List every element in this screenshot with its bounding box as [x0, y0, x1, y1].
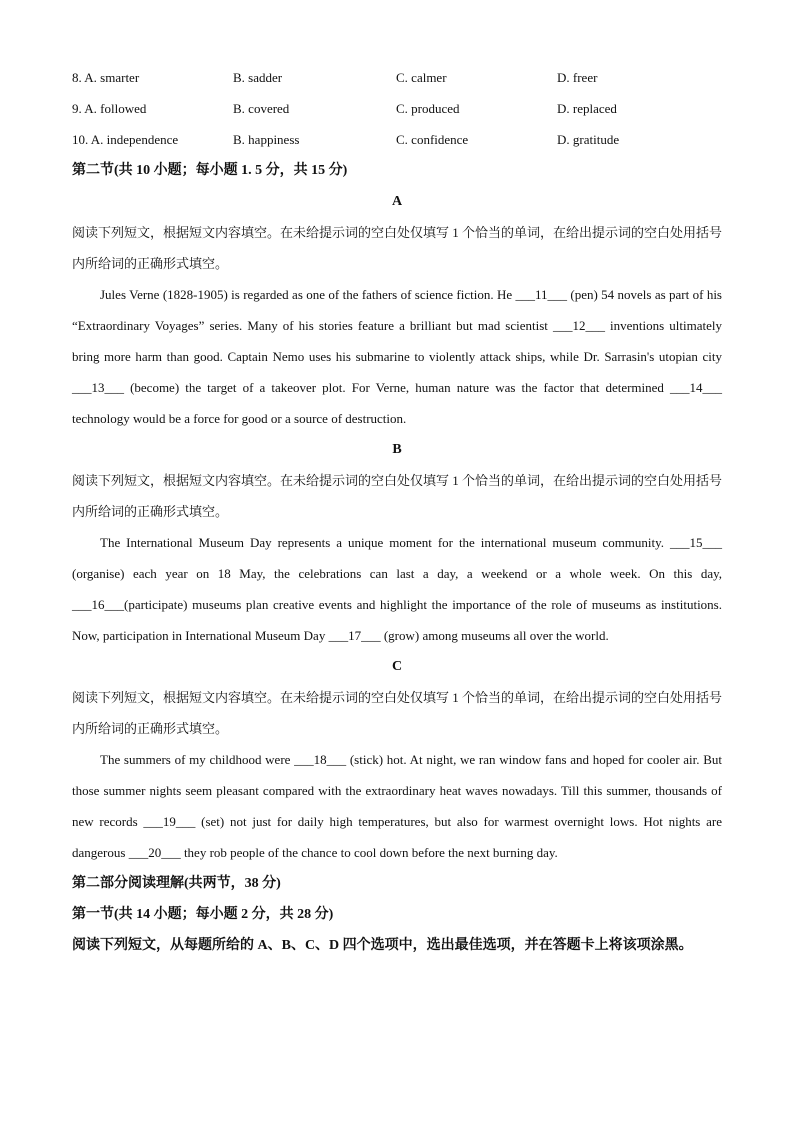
passage-c-text-1: The summers of my childhood were	[100, 752, 295, 767]
passage-a-text-3: inventions ultimately bring more harm than good. Captain Nemo uses his submarine to violently attack ships, while Dr. Sarrasin's utopian city	[72, 318, 722, 364]
blank-13[interactable]: ___13___	[72, 380, 124, 395]
passage-a-text-2: (pen) 54 novels as part of his “Extraordinary Voyages” series. Many of his stories feature a brilliant but mad scientist	[72, 287, 722, 333]
option-8d[interactable]: D. freer	[557, 69, 598, 85]
blank-16[interactable]: ___16___	[72, 597, 124, 612]
passage-a	[72, 279, 722, 434]
passage-a-text-5: technology would be a force for good or a source of destruction.	[72, 411, 407, 426]
passage-b	[72, 527, 722, 651]
option-8b[interactable]: B. sadder	[233, 69, 283, 85]
blank-14[interactable]: ___14___	[670, 380, 722, 395]
option-9d[interactable]: D. replaced	[557, 100, 617, 116]
option-8c[interactable]: C. calmer	[396, 69, 447, 85]
passage-c	[72, 744, 722, 868]
question-9-options	[72, 93, 722, 124]
passage-c-text-3: (set) not just for daily high temperatures, but also for warmest overnight lows. Hot nights are dangerous	[72, 814, 722, 860]
passage-a-label: A	[391, 194, 403, 209]
blank-18[interactable]: ___18___	[294, 752, 347, 767]
reading-instruction: 阅读下列短文，从每题所给的 A、B、C、D 四个选项中，选出最佳选项，并在答题卡上将该项涂黑。	[72, 938, 693, 953]
passage-a-text-4: (become) the target of a takeover plot. For Verne, human nature was the factor that determined	[124, 380, 670, 395]
option-9b[interactable]: B. covered	[233, 100, 290, 116]
option-10d[interactable]: D. gratitude	[557, 131, 620, 147]
passage-c-text-2: (stick) hot. At night, we ran window fans and hoped for cooler air. But those summer nights seem pleasant compared with the extraordinary heat waves nowadays. Till this summer, thousands of new records	[72, 752, 722, 829]
passage-b-text-4: (grow) among museums all over the world.	[380, 628, 609, 643]
option-9a[interactable]: 9. A. followed	[72, 100, 147, 116]
part-2-heading: 第二部分阅读理解(共两节，38 分)	[72, 876, 281, 891]
instruction-c: 阅读下列短文，根据短文内容填空。在未给提示词的空白处仅填写 1 个恰当的单词，在给出提示词的空白处用括号内所给词的正确形式填空。	[72, 690, 723, 736]
option-8a[interactable]: 8. A. smarter	[72, 69, 140, 85]
option-10b[interactable]: B. happiness	[233, 131, 300, 147]
exam-page	[72, 62, 722, 961]
blank-19[interactable]: ___19___	[143, 814, 196, 829]
instruction-b: 阅读下列短文，根据短文内容填空。在未给提示词的空白处仅填写 1 个恰当的单词，在给出提示词的空白处用括号内所给词的正确形式填空。	[72, 473, 723, 519]
passage-b-text-3: (participate) museums plan creative events and highlight the importance of the role of museums as institutions. Now, participation in International Museum Day	[72, 597, 722, 643]
blank-17[interactable]: ___17___	[328, 628, 381, 643]
passage-c-label: C	[391, 659, 403, 674]
blank-15[interactable]: ___15___	[670, 535, 722, 550]
question-10-options	[72, 124, 722, 155]
blank-11[interactable]: ___11___	[515, 287, 567, 302]
passage-a-text-1: Jules Verne (1828-1905) is regarded as one of the fathers of science fiction. He	[100, 287, 516, 302]
option-10c[interactable]: C. confidence	[396, 131, 469, 147]
passage-b-text-1: The International Museum Day represents a unique moment for the international museum community.	[100, 535, 670, 550]
instruction-a: 阅读下列短文，根据短文内容填空。在未给提示词的空白处仅填写 1 个恰当的单词，在给出提示词的空白处用括号内所给词的正确形式填空。	[72, 225, 723, 271]
passage-b-text-2: (organise) each year on 18 May, the celebrations can last a day, a weekend or a whole week. On this day,	[72, 566, 722, 581]
passage-c-text-4: they rob people of the chance to cool down before the next burning day.	[180, 845, 558, 860]
question-8-options	[72, 62, 722, 93]
section-1-heading: 第一节(共 14 小题；每小题 2 分，共 28 分)	[72, 907, 334, 922]
blank-20[interactable]: ___20___	[128, 845, 181, 860]
section-2-heading: 第二节(共 10 小题；每小题 1. 5 分，共 15 分)	[72, 163, 348, 178]
blank-12[interactable]: ___12___	[552, 318, 605, 333]
option-10a[interactable]: 10. A. independence	[72, 131, 179, 147]
option-9c[interactable]: C. produced	[396, 100, 460, 116]
passage-b-label: B	[392, 442, 402, 457]
